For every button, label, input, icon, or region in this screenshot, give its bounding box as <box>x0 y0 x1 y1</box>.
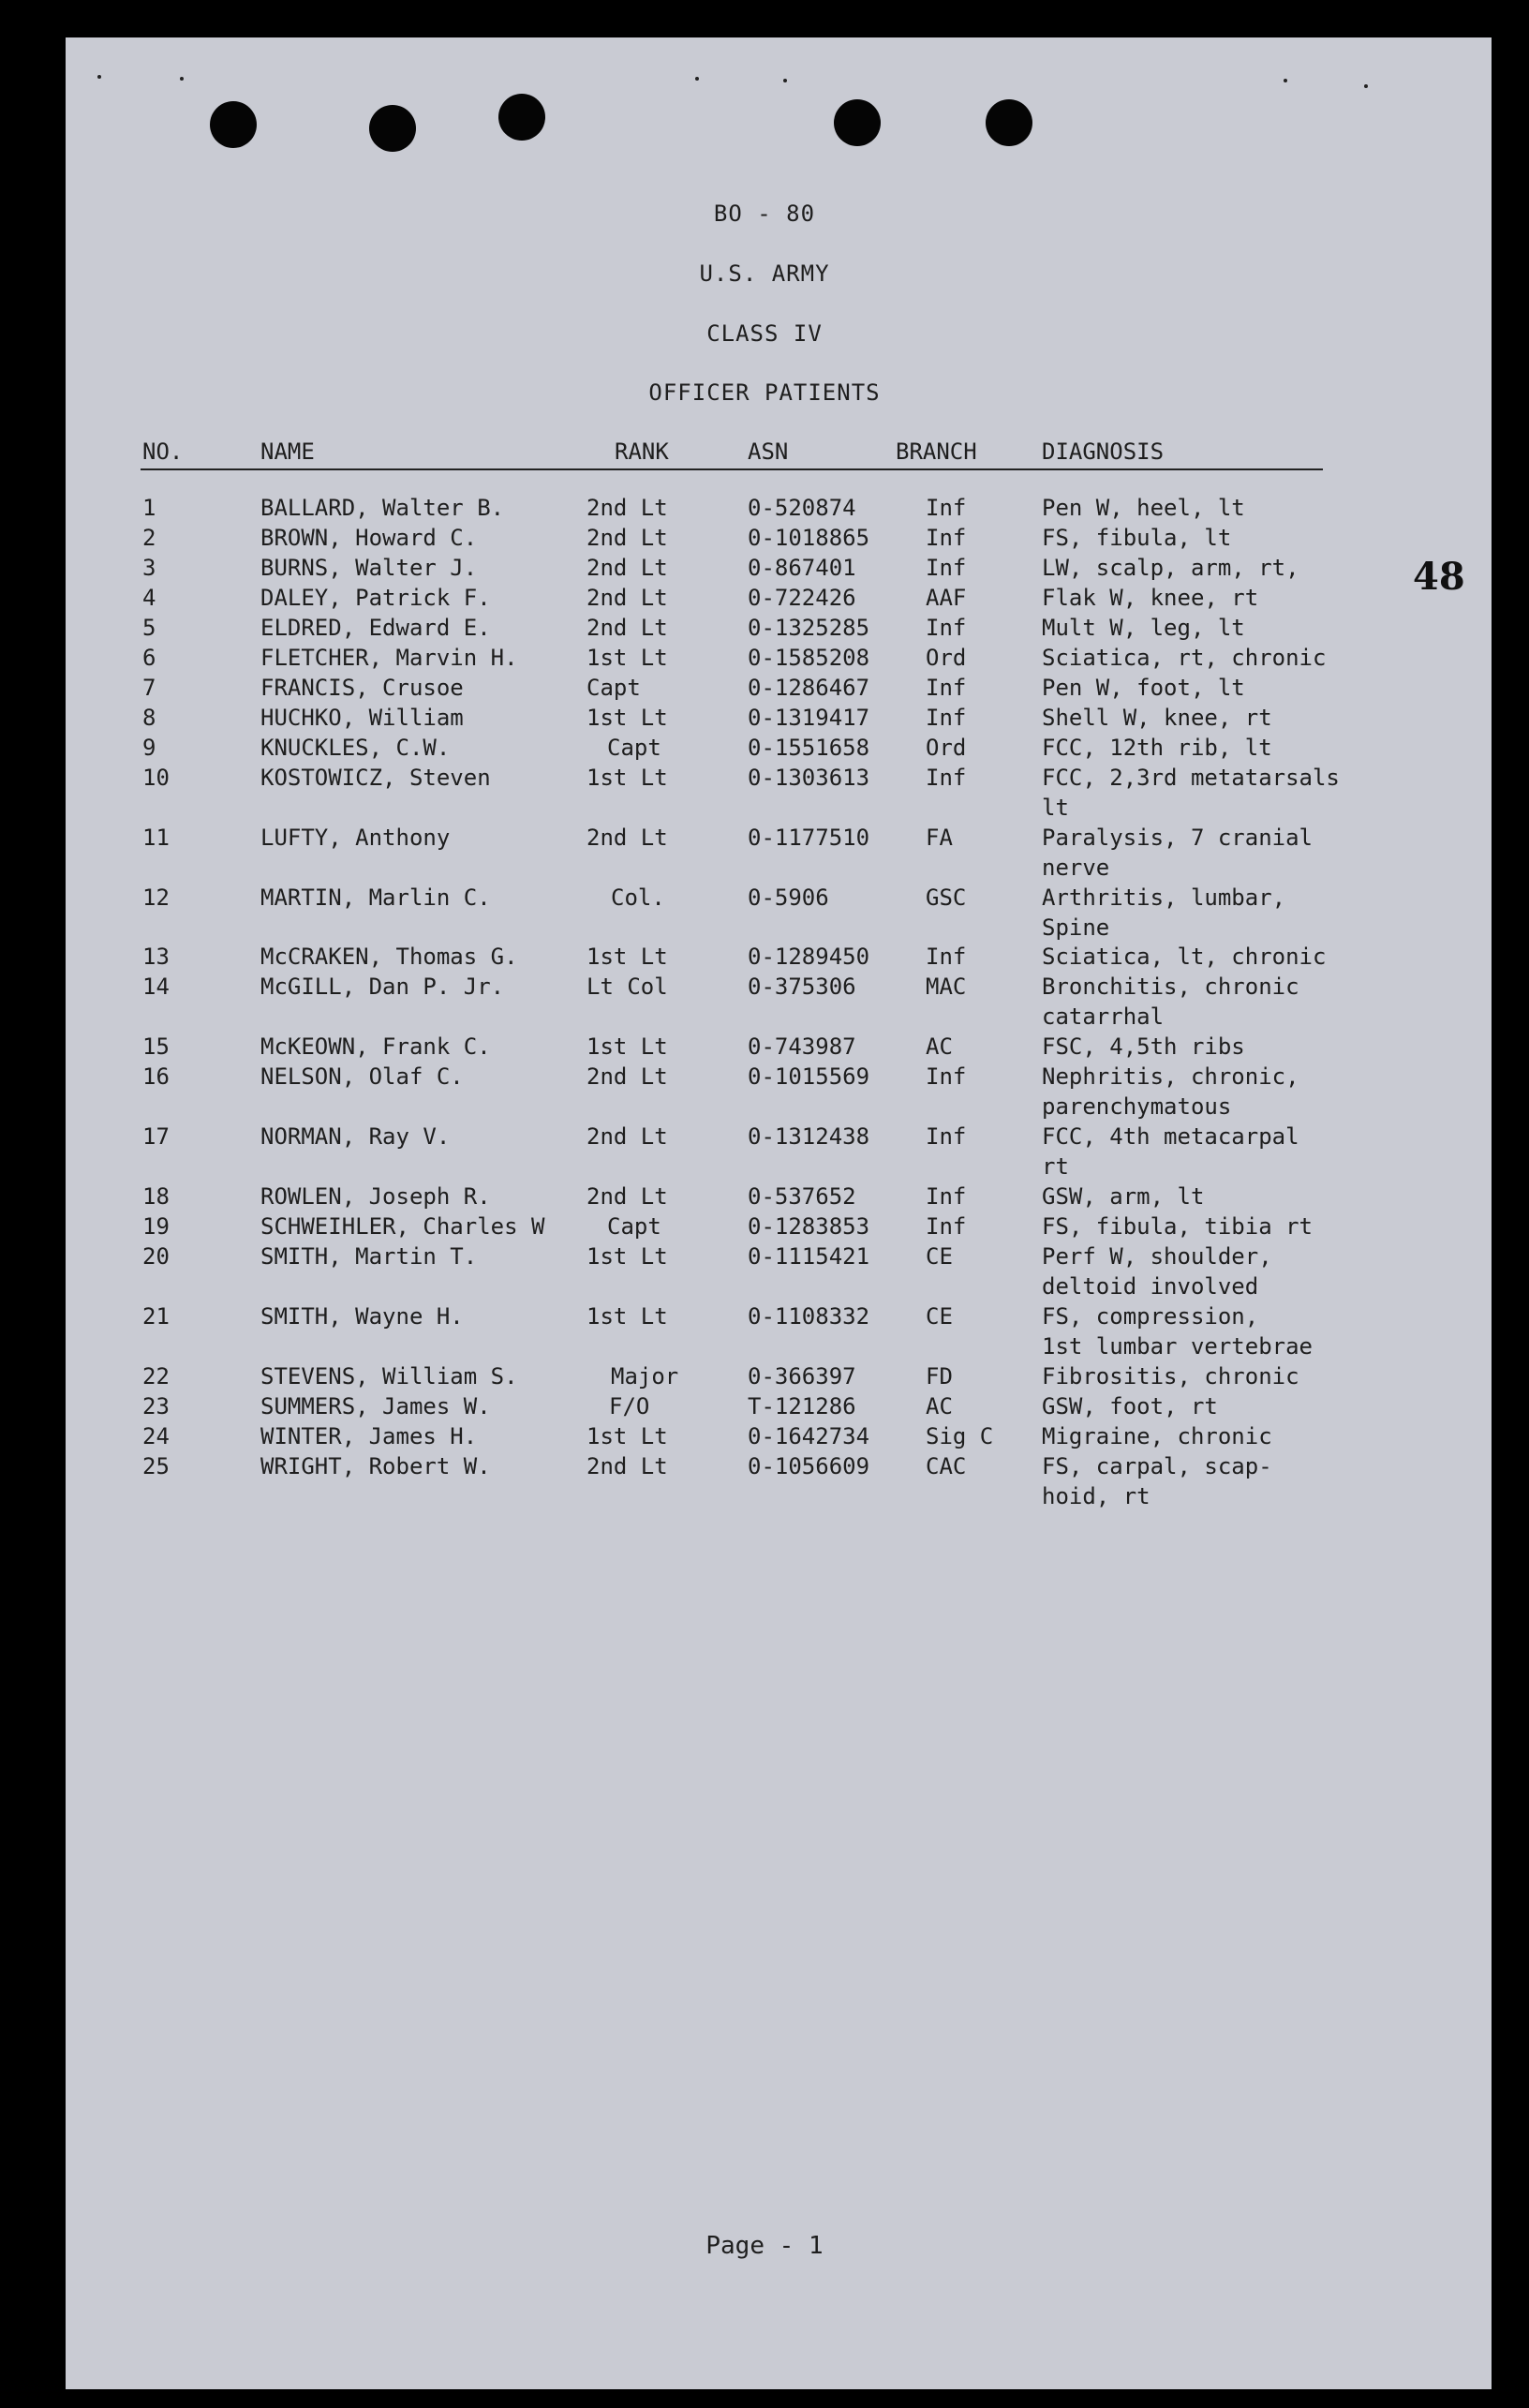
patient-rank: 2nd Lt <box>586 585 668 611</box>
patient-branch: Inf <box>926 705 967 731</box>
patient-rank: 1st Lt <box>586 645 668 671</box>
patient-rank: 1st Lt <box>586 1303 668 1330</box>
patient-branch: Inf <box>926 615 967 641</box>
patient-branch: GSC <box>926 884 967 911</box>
patient-rank: Major <box>611 1363 679 1390</box>
row-number: 1 <box>142 495 156 521</box>
patient-name: FLETCHER, Marvin H. <box>260 645 518 671</box>
patient-name: WINTER, James H. <box>260 1423 478 1449</box>
class-label: CLASS IV <box>706 320 823 347</box>
patient-branch: CE <box>926 1303 953 1330</box>
patient-rank: Capt <box>586 675 641 701</box>
patient-diagnosis: Sciatica, lt, chronic <box>1042 944 1327 970</box>
patient-branch: FD <box>926 1363 953 1390</box>
column-header-name: NAME <box>260 438 315 465</box>
table-row <box>0 1301 1529 1358</box>
patient-name: ELDRED, Edward E. <box>260 615 491 641</box>
patient-branch: CAC <box>926 1453 967 1479</box>
patient-rank: 2nd Lt <box>586 555 668 581</box>
column-header-asn: ASN <box>748 438 789 465</box>
patient-name: STEVENS, William S. <box>260 1363 518 1390</box>
patient-name: ROWLEN, Joseph R. <box>260 1183 491 1210</box>
row-number: 8 <box>142 705 156 731</box>
patient-asn: 0-520874 <box>748 495 856 521</box>
patient-rank: 2nd Lt <box>586 1183 668 1210</box>
patient-branch: MAC <box>926 974 967 1000</box>
patient-branch: CE <box>926 1243 953 1270</box>
patient-asn: 0-1286467 <box>748 675 870 701</box>
patient-diagnosis: FCC, 4th metacarpal rt <box>1042 1123 1299 1180</box>
patient-branch: Inf <box>926 525 967 551</box>
row-number: 23 <box>142 1393 170 1420</box>
patient-diagnosis: Fibrositis, chronic <box>1042 1363 1299 1390</box>
patient-name: KOSTOWICZ, Steven <box>260 765 491 791</box>
patient-diagnosis: Shell W, knee, rt <box>1042 705 1272 731</box>
patient-asn: 0-722426 <box>748 585 856 611</box>
patient-asn: 0-1303613 <box>748 765 870 791</box>
patient-branch: Inf <box>926 555 967 581</box>
patient-asn: 0-375306 <box>748 974 856 1000</box>
patient-branch: Ord <box>926 645 967 671</box>
patient-rank: 2nd Lt <box>586 495 668 521</box>
patient-name: McGILL, Dan P. Jr. <box>260 974 505 1000</box>
table-row <box>0 1451 1529 1508</box>
patient-name: DALEY, Patrick F. <box>260 585 491 611</box>
patient-rank: 2nd Lt <box>586 1123 668 1150</box>
patient-branch: FA <box>926 825 953 851</box>
patient-rank: 2nd Lt <box>586 825 668 851</box>
patient-rank: 2nd Lt <box>586 1453 668 1479</box>
patient-asn: 0-1115421 <box>748 1243 870 1270</box>
patient-name: MARTIN, Marlin C. <box>260 884 491 911</box>
side-number: 48 <box>1413 555 1465 599</box>
patient-rank: 2nd Lt <box>586 525 668 551</box>
column-header-diagnosis: DIAGNOSIS <box>1042 438 1165 465</box>
column-header-rank: RANK <box>615 438 669 465</box>
row-number: 22 <box>142 1363 170 1390</box>
patient-asn: 0-537652 <box>748 1183 856 1210</box>
row-number: 9 <box>142 735 156 761</box>
patient-asn: 0-1642734 <box>748 1423 870 1449</box>
patient-diagnosis: Bronchitis, chronic catarrhal <box>1042 974 1299 1030</box>
patient-asn: 0-1018865 <box>748 525 870 551</box>
patient-asn: 0-366397 <box>748 1363 856 1390</box>
patient-name: KNUCKLES, C.W. <box>260 735 451 761</box>
row-number: 20 <box>142 1243 170 1270</box>
patient-branch: Inf <box>926 675 967 701</box>
patient-diagnosis: GSW, arm, lt <box>1042 1183 1205 1210</box>
patient-asn: 0-1312438 <box>748 1123 870 1150</box>
patient-name: BROWN, Howard C. <box>260 525 478 551</box>
row-number: 17 <box>142 1123 170 1150</box>
table-row <box>0 1062 1529 1118</box>
row-number: 4 <box>142 585 156 611</box>
table-row <box>0 1122 1529 1178</box>
patient-diagnosis: Sciatica, rt, chronic <box>1042 645 1327 671</box>
table-row <box>0 763 1529 819</box>
patient-rank: F/O <box>609 1393 650 1420</box>
patient-branch: Inf <box>926 1183 967 1210</box>
patient-asn: 0-1056609 <box>748 1453 870 1479</box>
patient-diagnosis: FS, fibula, tibia rt <box>1042 1213 1313 1240</box>
patient-diagnosis: Migraine, chronic <box>1042 1423 1272 1449</box>
patient-asn: 0-1015569 <box>748 1063 870 1090</box>
row-number: 10 <box>142 765 170 791</box>
column-header-no: NO. <box>142 438 184 465</box>
patient-rank: Capt <box>607 1213 661 1240</box>
row-number: 21 <box>142 1303 170 1330</box>
patient-branch: Inf <box>926 1063 967 1090</box>
page-footer: Page - 1 <box>705 2232 824 2260</box>
patient-asn: 0-1585208 <box>748 645 870 671</box>
patient-rank: 1st Lt <box>586 1033 668 1060</box>
patient-name: LUFTY, Anthony <box>260 825 451 851</box>
row-number: 16 <box>142 1063 170 1090</box>
patient-rank: Capt <box>607 735 661 761</box>
patient-name: SCHWEIHLER, Charles W <box>260 1213 545 1240</box>
patient-name: NELSON, Olaf C. <box>260 1063 464 1090</box>
row-number: 19 <box>142 1213 170 1240</box>
row-number: 5 <box>142 615 156 641</box>
patient-name: SMITH, Martin T. <box>260 1243 478 1270</box>
patient-diagnosis: Perf W, shoulder, deltoid involved <box>1042 1243 1272 1300</box>
patient-rank: 1st Lt <box>586 705 668 731</box>
patient-name: SMITH, Wayne H. <box>260 1303 464 1330</box>
patient-asn: 0-867401 <box>748 555 856 581</box>
patient-asn: 0-743987 <box>748 1033 856 1060</box>
patient-branch: Inf <box>926 1123 967 1150</box>
patient-name: BURNS, Walter J. <box>260 555 478 581</box>
row-number: 25 <box>142 1453 170 1479</box>
patient-diagnosis: FS, compression, 1st lumbar vertebrae <box>1042 1303 1313 1360</box>
patient-diagnosis: Paralysis, 7 cranial nerve <box>1042 825 1313 881</box>
patient-rank: 1st Lt <box>586 765 668 791</box>
patient-name: HUCHKO, William <box>260 705 464 731</box>
patient-diagnosis: Pen W, foot, lt <box>1042 675 1245 701</box>
patient-diagnosis: LW, scalp, arm, rt, <box>1042 555 1299 581</box>
patient-asn: 0-1177510 <box>748 825 870 851</box>
row-number: 2 <box>142 525 156 551</box>
patient-asn: 0-1108332 <box>748 1303 870 1330</box>
patient-diagnosis: Nephritis, chronic, parenchymatous <box>1042 1063 1299 1120</box>
patient-diagnosis: FCC, 12th rib, lt <box>1042 735 1272 761</box>
table-row <box>0 1241 1529 1298</box>
column-header-branch: BRANCH <box>896 438 977 465</box>
patient-asn: 0-1283853 <box>748 1213 870 1240</box>
patient-rank: 2nd Lt <box>586 615 668 641</box>
row-number: 11 <box>142 825 170 851</box>
patient-branch: Inf <box>926 1213 967 1240</box>
row-number: 6 <box>142 645 156 671</box>
patient-diagnosis: Pen W, heel, lt <box>1042 495 1245 521</box>
patient-diagnosis: FS, fibula, lt <box>1042 525 1232 551</box>
patient-rank: 1st Lt <box>586 1243 668 1270</box>
row-number: 12 <box>142 884 170 911</box>
row-number: 15 <box>142 1033 170 1060</box>
patient-name: NORMAN, Ray V. <box>260 1123 451 1150</box>
row-number: 24 <box>142 1423 170 1449</box>
patient-branch: Inf <box>926 944 967 970</box>
patient-diagnosis: Mult W, leg, lt <box>1042 615 1245 641</box>
patient-rank: 1st Lt <box>586 1423 668 1449</box>
row-number: 18 <box>142 1183 170 1210</box>
table-row <box>0 972 1529 1028</box>
patient-branch: AC <box>926 1033 953 1060</box>
patient-asn: 0-1289450 <box>748 944 870 970</box>
patient-asn: T-121286 <box>748 1393 856 1420</box>
patient-diagnosis: FSC, 4,5th ribs <box>1042 1033 1245 1060</box>
patient-branch: AAF <box>926 585 967 611</box>
patient-name: FRANCIS, Crusoe <box>260 675 464 701</box>
patient-diagnosis: Flak W, knee, rt <box>1042 585 1259 611</box>
row-number: 3 <box>142 555 156 581</box>
patient-branch: Inf <box>926 495 967 521</box>
patient-name: SUMMERS, James W. <box>260 1393 491 1420</box>
patient-rank: Lt Col <box>586 974 668 1000</box>
document-subtitle: OFFICER PATIENTS <box>648 379 881 406</box>
patient-name: WRIGHT, Robert W. <box>260 1453 491 1479</box>
patient-rank: Col. <box>611 884 665 911</box>
table-row <box>0 883 1529 939</box>
row-number: 7 <box>142 675 156 701</box>
organization: U.S. ARMY <box>699 260 830 287</box>
document-code: BO - 80 <box>713 201 816 227</box>
patient-asn: 0-1551658 <box>748 735 870 761</box>
patient-diagnosis: FCC, 2,3rd metatarsals lt <box>1042 765 1340 821</box>
row-number: 13 <box>142 944 170 970</box>
patient-rank: 1st Lt <box>586 944 668 970</box>
patient-branch: Sig C <box>926 1423 994 1449</box>
patient-asn: 0-1325285 <box>748 615 870 641</box>
patient-name: BALLARD, Walter B. <box>260 495 505 521</box>
patient-asn: 0-1319417 <box>748 705 870 731</box>
patient-branch: Ord <box>926 735 967 761</box>
patient-diagnosis: Arthritis, lumbar, Spine <box>1042 884 1286 941</box>
patient-name: McKEOWN, Frank C. <box>260 1033 491 1060</box>
patient-asn: 0-5906 <box>748 884 829 911</box>
row-number: 14 <box>142 974 170 1000</box>
patient-diagnosis: FS, carpal, scap- hoid, rt <box>1042 1453 1272 1509</box>
patient-name: McCRAKEN, Thomas G. <box>260 944 518 970</box>
patient-diagnosis: GSW, foot, rt <box>1042 1393 1218 1420</box>
patient-rank: 2nd Lt <box>586 1063 668 1090</box>
table-row <box>0 823 1529 879</box>
patient-branch: Inf <box>926 765 967 791</box>
patient-branch: AC <box>926 1393 953 1420</box>
